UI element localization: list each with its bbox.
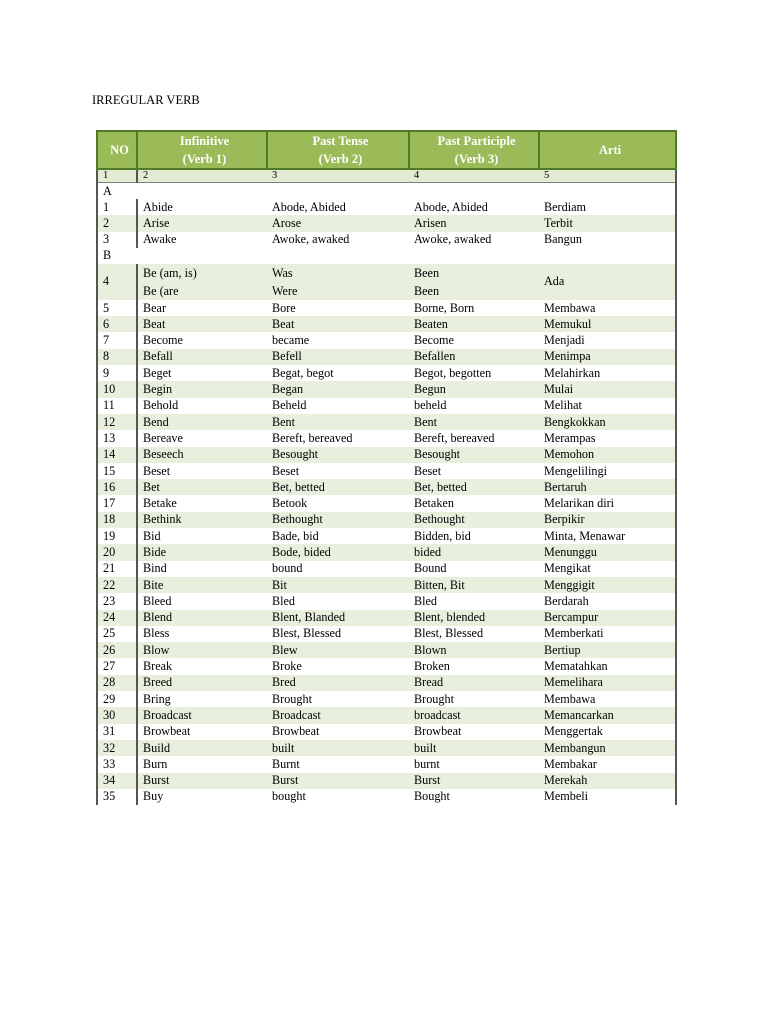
cell-past-participle: Bereft, bereaved <box>409 430 539 446</box>
cell-no: 5 <box>97 300 137 316</box>
cell-past-tense: Bled <box>267 593 409 609</box>
column-number: 1 <box>97 169 137 183</box>
cell-arti: Melarikan diri <box>539 495 676 511</box>
cell-no: 33 <box>97 756 137 772</box>
cell-infinitive: Bide <box>137 544 267 560</box>
table-row <box>97 626 676 642</box>
column-number: 4 <box>409 169 539 183</box>
table-row <box>97 512 676 528</box>
cell-no: 29 <box>97 691 137 707</box>
cell-infinitive: Abide <box>137 199 267 215</box>
table-row <box>97 398 676 414</box>
table-row <box>97 675 676 691</box>
cell-arti: Bangun <box>539 232 676 248</box>
cell-arti: Bercampur <box>539 610 676 626</box>
cell-past-tense: Befell <box>267 349 409 365</box>
table-row <box>97 381 676 397</box>
cell-no: 27 <box>97 658 137 674</box>
cell-past-tense <box>267 264 409 300</box>
cell-past-tense: Browbeat <box>267 724 409 740</box>
cell-past-participle: Begot, begotten <box>409 365 539 381</box>
cell-past-tense: Begat, begot <box>267 365 409 381</box>
cell-arti: Berpikir <box>539 512 676 528</box>
cell-infinitive: Behold <box>137 398 267 414</box>
table-row <box>97 332 676 348</box>
cell-infinitive: Bethink <box>137 512 267 528</box>
cell-infinitive: Bend <box>137 414 267 430</box>
header-past-participle <box>409 131 539 169</box>
table-row <box>97 577 676 593</box>
cell-no: 15 <box>97 463 137 479</box>
cell-past-tense: Abode, Abided <box>267 199 409 215</box>
cell-past-participle: Abode, Abided <box>409 199 539 215</box>
cell-past-participle: Begun <box>409 381 539 397</box>
cell-no: 3 <box>97 232 137 248</box>
cell-arti: Melahirkan <box>539 365 676 381</box>
cell-infinitive: Beget <box>137 365 267 381</box>
cell-infinitive-line: Be (am, is) <box>143 265 197 280</box>
header-arti: Arti <box>539 131 676 169</box>
cell-no: 18 <box>97 512 137 528</box>
cell-no: 20 <box>97 544 137 560</box>
cell-arti: Memancarkan <box>539 707 676 723</box>
cell-infinitive: Bind <box>137 561 267 577</box>
cell-past-participle: burnt <box>409 756 539 772</box>
column-number-row <box>97 169 676 183</box>
section-letter-row <box>97 183 676 200</box>
cell-past-tense: Bode, bided <box>267 544 409 560</box>
cell-infinitive: Bereave <box>137 430 267 446</box>
table-row <box>97 316 676 332</box>
cell-arti: Menjadi <box>539 332 676 348</box>
cell-no: 35 <box>97 789 137 805</box>
cell-past-participle: Arisen <box>409 215 539 231</box>
table-header-row <box>97 131 676 169</box>
cell-past-participle: built <box>409 740 539 756</box>
cell-past-tense: Bade, bid <box>267 528 409 544</box>
cell-past-tense: Awoke, awaked <box>267 232 409 248</box>
cell-infinitive: Breed <box>137 675 267 691</box>
cell-past-participle: Bought <box>409 789 539 805</box>
cell-no: 13 <box>97 430 137 446</box>
cell-past-tense: Beheld <box>267 398 409 414</box>
irregular-verb-table <box>96 130 677 805</box>
header-participle-line2: (Verb 3) <box>454 152 499 166</box>
cell-past-participle: Bent <box>409 414 539 430</box>
table-row <box>97 414 676 430</box>
cell-infinitive: Betake <box>137 495 267 511</box>
cell-no: 6 <box>97 316 137 332</box>
cell-no: 9 <box>97 365 137 381</box>
cell-past-tense: bound <box>267 561 409 577</box>
cell-arti: Terbit <box>539 215 676 231</box>
cell-arti: Membangun <box>539 740 676 756</box>
cell-past-participle: Bread <box>409 675 539 691</box>
cell-arti: Ada <box>539 264 676 300</box>
cell-past-participle: Brought <box>409 691 539 707</box>
table-row <box>97 658 676 674</box>
header-past-line2: (Verb 2) <box>318 152 363 166</box>
cell-no: 21 <box>97 561 137 577</box>
cell-past-tense: Broke <box>267 658 409 674</box>
cell-arti: Menggertak <box>539 724 676 740</box>
cell-infinitive: Beset <box>137 463 267 479</box>
cell-arti: Memohon <box>539 447 676 463</box>
cell-arti: Bertiup <box>539 642 676 658</box>
cell-arti: Berdarah <box>539 593 676 609</box>
cell-past-tense: Betook <box>267 495 409 511</box>
cell-past-tense-line: Was <box>272 265 293 280</box>
cell-infinitive: Begin <box>137 381 267 397</box>
cell-past-participle: Blest, Blessed <box>409 626 539 642</box>
section-letter: B <box>97 248 137 264</box>
cell-no: 34 <box>97 773 137 789</box>
table-row <box>97 430 676 446</box>
table-row <box>97 610 676 626</box>
column-number: 5 <box>539 169 676 183</box>
cell-arti: Memberkati <box>539 626 676 642</box>
cell-infinitive: Blow <box>137 642 267 658</box>
cell-past-participle: beheld <box>409 398 539 414</box>
cell-infinitive: Buy <box>137 789 267 805</box>
cell-no: 23 <box>97 593 137 609</box>
header-no: NO <box>97 131 137 169</box>
cell-no: 30 <box>97 707 137 723</box>
cell-arti: Membawa <box>539 300 676 316</box>
cell-infinitive: Break <box>137 658 267 674</box>
cell-no: 1 <box>97 199 137 215</box>
table-row <box>97 264 676 300</box>
cell-no: 19 <box>97 528 137 544</box>
cell-infinitive: Beat <box>137 316 267 332</box>
cell-arti: Mengikat <box>539 561 676 577</box>
table-row <box>97 593 676 609</box>
cell-arti: Mulai <box>539 381 676 397</box>
cell-arti: Minta, Menawar <box>539 528 676 544</box>
table-row <box>97 789 676 805</box>
cell-infinitive: Bear <box>137 300 267 316</box>
header-past-tense <box>267 131 409 169</box>
cell-past-participle: Bidden, bid <box>409 528 539 544</box>
cell-past-tense: Blest, Blessed <box>267 626 409 642</box>
table-row <box>97 479 676 495</box>
cell-past-tense: Arose <box>267 215 409 231</box>
cell-no: 2 <box>97 215 137 231</box>
header-infinitive <box>137 131 267 169</box>
cell-past-tense: Burst <box>267 773 409 789</box>
table-row <box>97 544 676 560</box>
cell-past-participle-line: Been <box>414 265 440 280</box>
cell-no: 7 <box>97 332 137 348</box>
cell-arti: Membeli <box>539 789 676 805</box>
cell-past-participle: Bled <box>409 593 539 609</box>
cell-no: 28 <box>97 675 137 691</box>
cell-no: 16 <box>97 479 137 495</box>
cell-infinitive: Broadcast <box>137 707 267 723</box>
header-participle-line1: Past Participle <box>437 134 516 148</box>
cell-past-participle: Broken <box>409 658 539 674</box>
cell-past-participle: Bitten, Bit <box>409 577 539 593</box>
table-row <box>97 495 676 511</box>
table-row <box>97 740 676 756</box>
section-letter: A <box>97 183 137 200</box>
cell-past-tense: Bore <box>267 300 409 316</box>
cell-arti: Merampas <box>539 430 676 446</box>
section-letter-filler <box>137 183 676 200</box>
cell-past-tense: bought <box>267 789 409 805</box>
cell-infinitive-line: Be (are <box>143 283 179 298</box>
cell-past-participle: Awoke, awaked <box>409 232 539 248</box>
cell-past-tense: became <box>267 332 409 348</box>
table-row <box>97 215 676 231</box>
cell-past-participle: Borne, Born <box>409 300 539 316</box>
cell-infinitive: Beseech <box>137 447 267 463</box>
cell-past-participle: Bethought <box>409 512 539 528</box>
cell-arti: Bengkokkan <box>539 414 676 430</box>
cell-infinitive: Blend <box>137 610 267 626</box>
cell-arti: Merekah <box>539 773 676 789</box>
cell-past-tense: Bred <box>267 675 409 691</box>
cell-past-participle: Betaken <box>409 495 539 511</box>
cell-infinitive: Burn <box>137 756 267 772</box>
table-row <box>97 349 676 365</box>
header-infinitive-line2: (Verb 1) <box>182 152 227 166</box>
section-letter-row <box>97 248 676 264</box>
cell-no: 25 <box>97 626 137 642</box>
cell-past-tense: Began <box>267 381 409 397</box>
table-row <box>97 691 676 707</box>
cell-past-participle: Beset <box>409 463 539 479</box>
cell-no: 17 <box>97 495 137 511</box>
cell-past-participle: Bet, betted <box>409 479 539 495</box>
table-row <box>97 365 676 381</box>
cell-past-participle <box>409 264 539 300</box>
cell-past-tense: Brought <box>267 691 409 707</box>
cell-arti: Berdiam <box>539 199 676 215</box>
cell-past-participle-line: Been <box>414 283 440 298</box>
table-row <box>97 528 676 544</box>
cell-infinitive: Awake <box>137 232 267 248</box>
cell-past-participle: broadcast <box>409 707 539 723</box>
cell-no: 8 <box>97 349 137 365</box>
cell-past-participle: Bound <box>409 561 539 577</box>
cell-arti: Mengelilingi <box>539 463 676 479</box>
cell-infinitive: Bet <box>137 479 267 495</box>
table-row <box>97 642 676 658</box>
cell-arti: Membakar <box>539 756 676 772</box>
cell-arti: Melihat <box>539 398 676 414</box>
table-row <box>97 756 676 772</box>
table-row <box>97 199 676 215</box>
section-letter-filler <box>137 248 676 264</box>
cell-past-participle: bided <box>409 544 539 560</box>
cell-past-tense: Besought <box>267 447 409 463</box>
cell-past-participle: Besought <box>409 447 539 463</box>
cell-past-tense: built <box>267 740 409 756</box>
cell-past-tense: Broadcast <box>267 707 409 723</box>
cell-past-tense: Bit <box>267 577 409 593</box>
cell-infinitive: Bless <box>137 626 267 642</box>
cell-no: 32 <box>97 740 137 756</box>
cell-past-tense: Blent, Blanded <box>267 610 409 626</box>
cell-past-tense: Blew <box>267 642 409 658</box>
cell-past-tense: Beset <box>267 463 409 479</box>
cell-infinitive <box>137 264 267 300</box>
column-number: 2 <box>137 169 267 183</box>
cell-arti: Menggigit <box>539 577 676 593</box>
cell-past-tense: Bet, betted <box>267 479 409 495</box>
cell-infinitive: Become <box>137 332 267 348</box>
cell-past-tense-line: Were <box>272 283 298 298</box>
cell-no: 24 <box>97 610 137 626</box>
cell-infinitive: Build <box>137 740 267 756</box>
cell-infinitive: Bite <box>137 577 267 593</box>
cell-no: 31 <box>97 724 137 740</box>
header-past-line1: Past Tense <box>312 134 369 148</box>
cell-arti: Menunggu <box>539 544 676 560</box>
table-row <box>97 773 676 789</box>
cell-infinitive: Bring <box>137 691 267 707</box>
cell-past-participle: Become <box>409 332 539 348</box>
document-title: IRREGULAR VERB <box>92 93 200 107</box>
cell-past-participle: Burst <box>409 773 539 789</box>
cell-infinitive: Browbeat <box>137 724 267 740</box>
cell-no: 22 <box>97 577 137 593</box>
cell-past-participle: Blent, blended <box>409 610 539 626</box>
cell-past-tense: Bent <box>267 414 409 430</box>
cell-no: 14 <box>97 447 137 463</box>
cell-infinitive: Burst <box>137 773 267 789</box>
table-row <box>97 447 676 463</box>
cell-past-participle: Browbeat <box>409 724 539 740</box>
cell-past-tense: Bethought <box>267 512 409 528</box>
header-infinitive-line1: Infinitive <box>179 134 230 148</box>
cell-past-participle: Befallen <box>409 349 539 365</box>
cell-past-participle: Blown <box>409 642 539 658</box>
cell-past-participle: Beaten <box>409 316 539 332</box>
table-row <box>97 561 676 577</box>
cell-arti: Mematahkan <box>539 658 676 674</box>
table-row <box>97 724 676 740</box>
cell-past-tense: Bereft, bereaved <box>267 430 409 446</box>
cell-infinitive: Bid <box>137 528 267 544</box>
cell-infinitive: Bleed <box>137 593 267 609</box>
cell-arti: Memelihara <box>539 675 676 691</box>
cell-no: 4 <box>97 264 137 300</box>
column-number: 3 <box>267 169 409 183</box>
table-row <box>97 707 676 723</box>
cell-no: 11 <box>97 398 137 414</box>
cell-no: 26 <box>97 642 137 658</box>
cell-past-tense: Beat <box>267 316 409 332</box>
table-body <box>97 169 676 805</box>
table-row <box>97 300 676 316</box>
cell-arti: Memukul <box>539 316 676 332</box>
table-row <box>97 463 676 479</box>
cell-infinitive: Befall <box>137 349 267 365</box>
cell-no: 10 <box>97 381 137 397</box>
cell-infinitive: Arise <box>137 215 267 231</box>
table-row <box>97 232 676 248</box>
cell-arti: Menimpa <box>539 349 676 365</box>
cell-arti: Bertaruh <box>539 479 676 495</box>
cell-past-tense: Burnt <box>267 756 409 772</box>
cell-no: 12 <box>97 414 137 430</box>
cell-arti: Membawa <box>539 691 676 707</box>
